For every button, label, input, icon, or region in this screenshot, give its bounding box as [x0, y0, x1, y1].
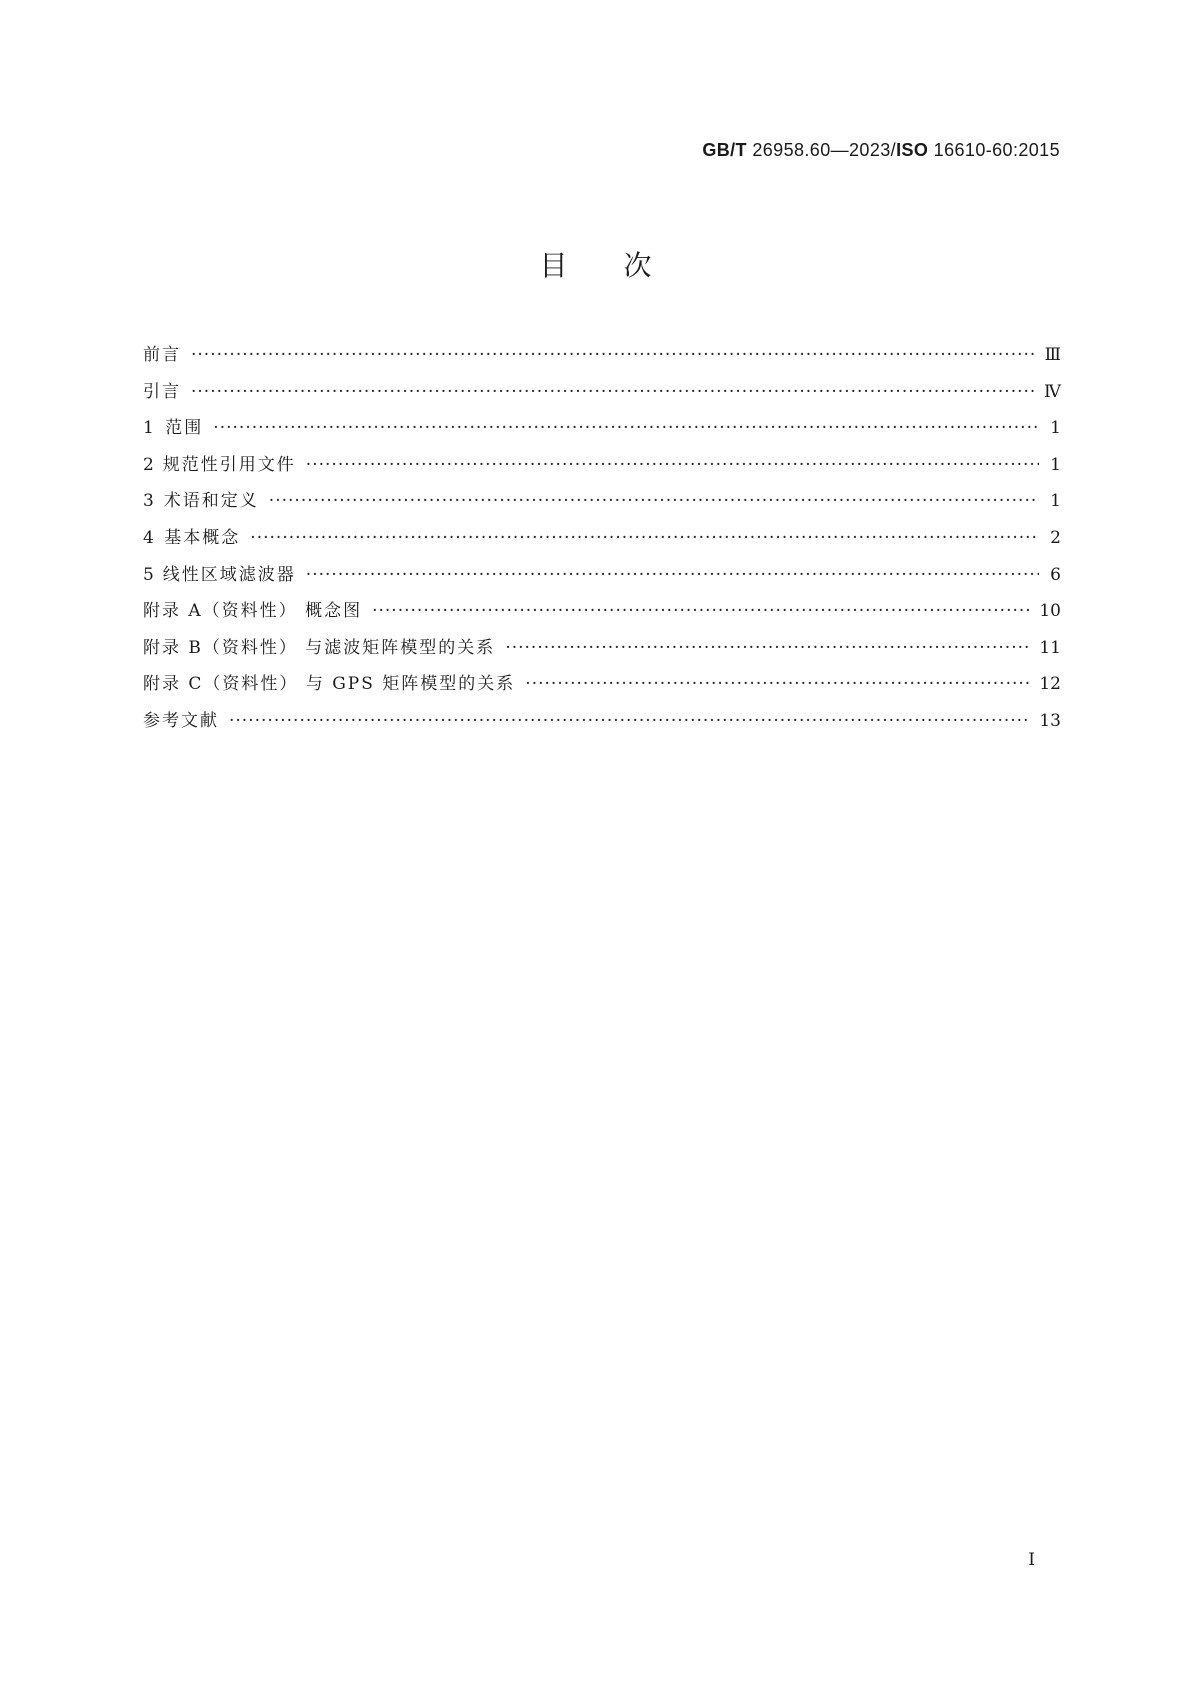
toc-entry-introduction[interactable]	[143, 377, 1061, 414]
toc-section-number: 5	[143, 564, 154, 585]
toc-page-number: 13	[1039, 710, 1061, 731]
toc-entry-text: 前言	[143, 345, 181, 365]
toc-section-number: 3	[143, 491, 154, 512]
toc-entry-text: 附录 B（资料性） 与滤波矩阵模型的关系	[143, 637, 496, 658]
toc-dot-leader	[505, 638, 1031, 658]
toc-dot-leader	[306, 455, 1039, 475]
toc-page-number: 1	[1050, 491, 1061, 512]
toc-dot-leader	[372, 601, 1031, 621]
toc-dot-leader	[191, 382, 1036, 402]
toc-section-number: 4	[143, 527, 154, 548]
toc-page-number: 12	[1039, 674, 1061, 695]
toc-dot-leader	[306, 565, 1039, 585]
toc-entry-text: 术语和定义	[163, 491, 259, 512]
iso-code-number: 16610-60:2015	[928, 140, 1060, 160]
toc-entry-basic-concepts[interactable]	[143, 523, 1061, 560]
toc-page-number: 11	[1039, 637, 1061, 658]
toc-entry-text: 引言	[143, 381, 181, 402]
toc-page-number: Ⅲ	[1044, 345, 1061, 365]
toc-page-number: 1	[1050, 454, 1061, 475]
standard-code-header	[702, 140, 1060, 161]
toc-entry-text: 参考文献	[143, 710, 219, 731]
toc-entry-text: 线性区域滤波器	[162, 564, 296, 585]
toc-entry-scope[interactable]	[143, 413, 1061, 450]
toc-entry-terms-definitions[interactable]	[143, 486, 1061, 523]
toc-section-number: 1	[143, 418, 154, 439]
toc-entry-text: 规范性引用文件	[162, 454, 296, 475]
toc-page-number: 10	[1039, 601, 1061, 622]
standard-code-number: 26958.60—2023/	[746, 140, 897, 160]
toc-entry-foreword[interactable]	[143, 340, 1061, 377]
toc-dot-leader	[213, 418, 1039, 438]
toc-entry-text: 附录 A（资料性） 概念图	[143, 601, 363, 622]
toc-entry-annex-a[interactable]	[143, 596, 1061, 633]
toc-dot-leader	[250, 528, 1039, 548]
toc-dot-leader	[191, 345, 1037, 365]
toc-page-number: 6	[1050, 564, 1061, 585]
toc-dot-leader	[269, 491, 1039, 511]
footer-page-number: Ⅰ	[1028, 1550, 1035, 1570]
iso-label: ISO	[896, 140, 929, 160]
table-of-contents	[143, 340, 1061, 743]
toc-dot-leader	[229, 711, 1031, 731]
toc-page-number: Ⅳ	[1044, 381, 1061, 402]
toc-entry-bibliography[interactable]	[143, 706, 1061, 743]
standard-code-prefix: GB/T	[702, 140, 747, 160]
toc-dot-leader	[525, 674, 1031, 694]
page-title: 目次	[539, 249, 708, 282]
toc-entry-text: 范围	[165, 418, 204, 439]
toc-page-number: 2	[1050, 527, 1061, 548]
toc-entry-annex-c[interactable]	[143, 669, 1061, 706]
toc-page-number: 1	[1050, 418, 1061, 439]
toc-entry-text: 附录 C（资料性） 与 GPS 矩阵模型的关系	[143, 674, 516, 695]
toc-section-number: 2	[143, 454, 154, 475]
toc-entry-annex-b[interactable]	[143, 633, 1061, 670]
toc-entry-normative-references[interactable]	[143, 450, 1061, 487]
toc-entry-linear-areal-filters[interactable]	[143, 560, 1061, 597]
toc-entry-text: 基本概念	[164, 527, 241, 548]
